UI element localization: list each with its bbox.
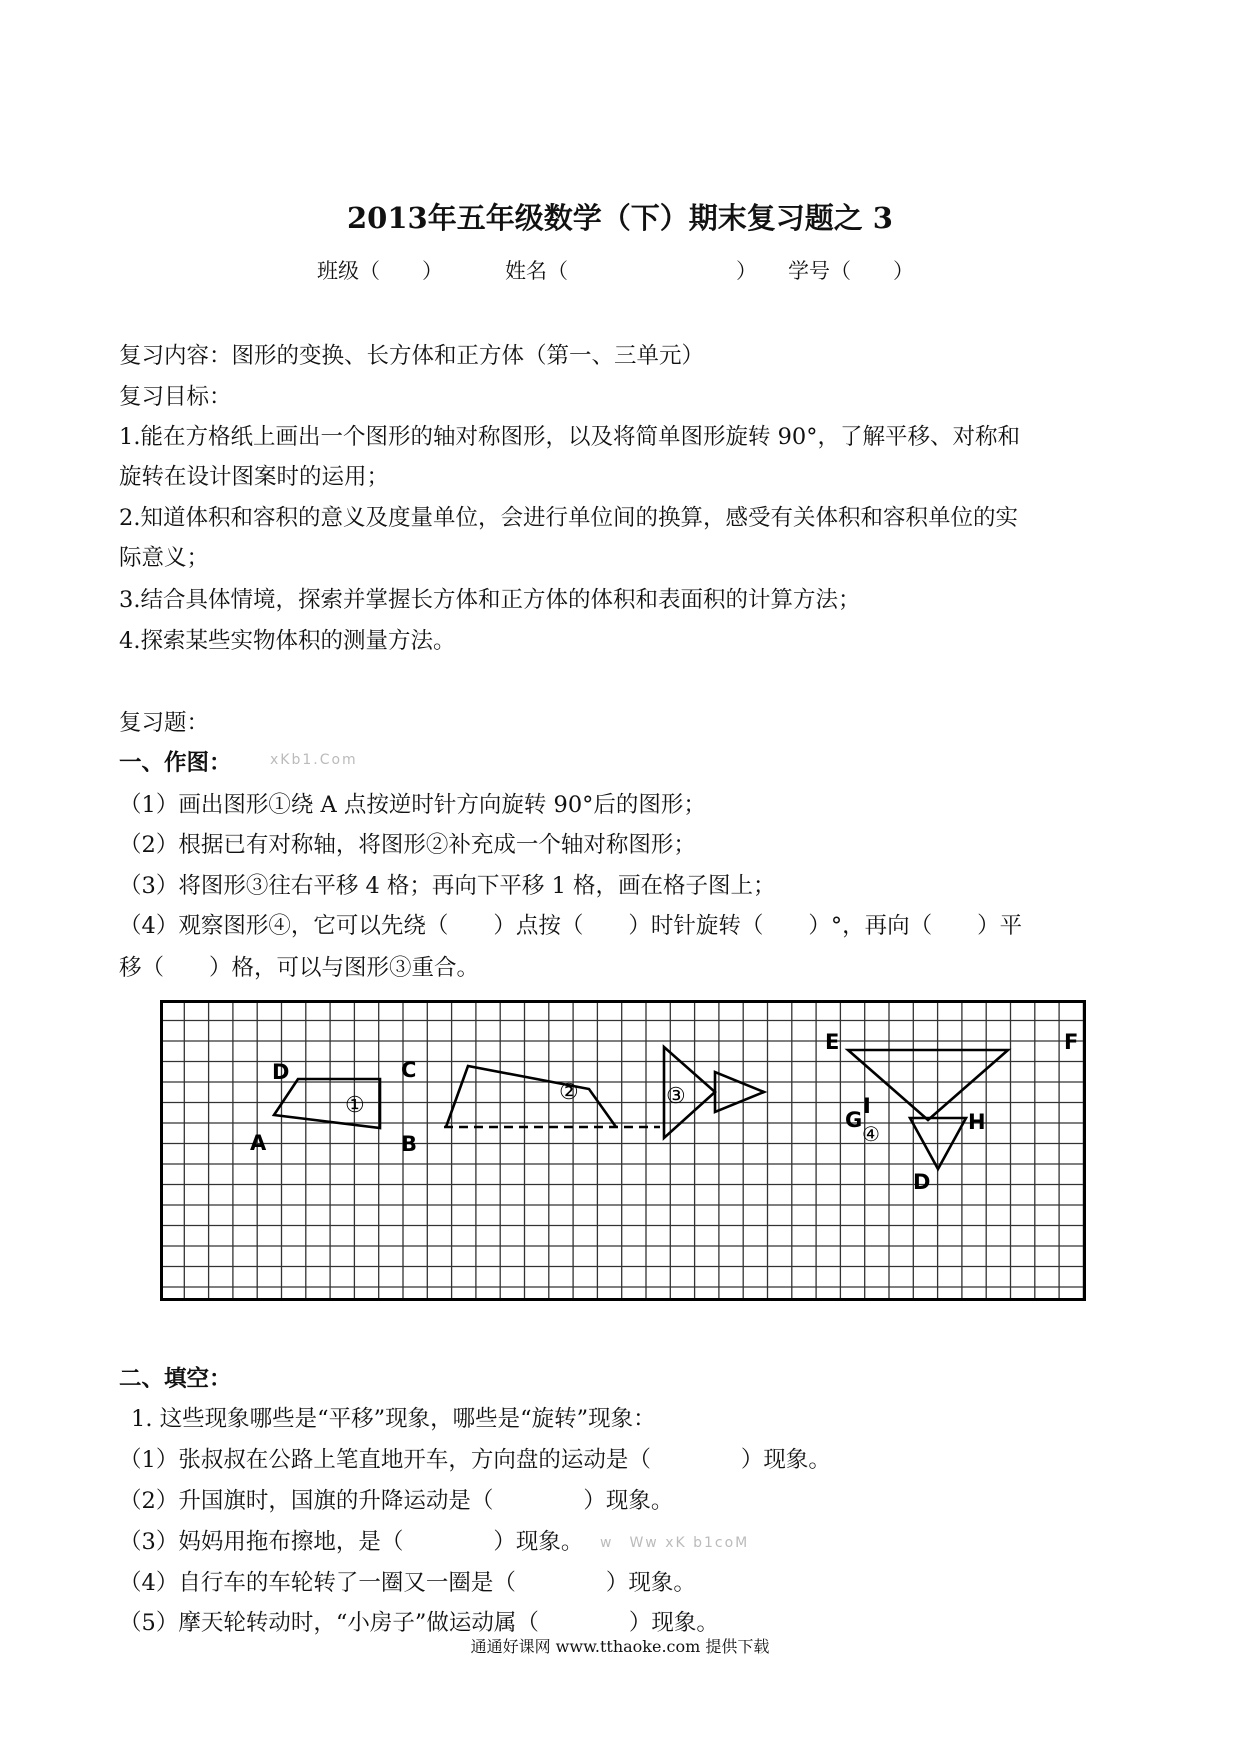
shape-1-mark: ① (345, 1093, 365, 1118)
question-1-4-line-2: 移（ ）格，可以与图形③重合。 (119, 955, 480, 981)
fill-item-5: （5）摩天轮转动时，“小房子”做运动属（ ）现象。 (119, 1610, 719, 1636)
reference-triangle (715, 1072, 764, 1112)
question-1-4-line-1: （4）观察图形④，它可以先绕（ ）点按（ ）时针旋转（ ）°，再向（ ）平 (119, 913, 1023, 939)
label-i: I (863, 1094, 871, 1118)
label-a: A (250, 1131, 267, 1155)
fill-item-1: （1）张叔叔在公路上笔直地开车，方向盘的运动是（ ）现象。 (119, 1447, 831, 1473)
label-e: E (825, 1030, 840, 1054)
question-1-3: （3）将图形③往右平移 4 格；再向下平移 1 格，画在格子图上； (119, 873, 776, 899)
goal-3: 3.结合具体情境，探索并掌握长方体和正方体的体积和表面积的计算方法； (119, 587, 861, 613)
label-h: H (968, 1110, 986, 1134)
label-d: D (272, 1060, 290, 1084)
graph-paper-figure (160, 1000, 1086, 1301)
label-b: B (401, 1132, 418, 1156)
fill-item-3: （3）妈妈用拖布擦地，是（ ）现象。 (119, 1529, 584, 1555)
shape-3-mark: ③ (666, 1084, 686, 1109)
grid-border (162, 1002, 1085, 1300)
goal-4: 4.探索某些实物体积的测量方法。 (119, 628, 456, 654)
fill-item-2: （2）升国旗时，国旗的升降运动是（ ）现象。 (119, 1488, 674, 1514)
page-title: 2013年五年级数学（下）期末复习题之 3 (347, 201, 893, 235)
section-1-heading: 一、作图： (119, 750, 232, 776)
question-1-1: （1）画出图形①绕 A 点按逆时针方向旋转 90°后的图形； (119, 792, 706, 818)
watermark-text: xKb1.Com (270, 752, 358, 768)
goal-2-line-2: 际意义； (119, 545, 210, 571)
shape-4-mark: ④ (862, 1122, 880, 1146)
review-content: 复习内容：图形的变换、长方体和正方体（第一、三单元） (119, 343, 705, 369)
student-number-field: 学号（ ） (788, 259, 914, 283)
goal-2-line-1: 2.知道体积和容积的意义及度量单位，会进行单位间的换算，感受有关体积和容积单位的实 (119, 505, 1018, 531)
fill-question-1: 1. 这些现象哪些是“平移”现象，哪些是“旋转”现象： (131, 1406, 656, 1432)
shape-2-mark: ② (559, 1080, 579, 1105)
watermark-text-2: w Ww xK b1coM (600, 1535, 750, 1551)
label-f: F (1064, 1030, 1079, 1054)
label-d-lower: D (913, 1170, 931, 1194)
review-questions-label: 复习题： (119, 710, 210, 736)
name-field: 姓名（ ） (505, 259, 757, 283)
question-1-2: （2）根据已有对称轴，将图形②补充成一个轴对称图形； (119, 832, 696, 858)
footer-source: 通通好课网 www.tthaoke.com 提供下载 (470, 1637, 770, 1656)
fill-item-4: （4）自行车的车轮转了一圈又一圈是（ ）现象。 (119, 1570, 696, 1596)
goal-1-line-1: 1.能在方格纸上画出一个图形的轴对称图形，以及将简单图形旋转 90°，了解平移、对称和 (119, 424, 1021, 450)
review-goals-label: 复习目标： (119, 384, 232, 410)
section-2-heading: 二、填空： (119, 1366, 232, 1392)
label-c: C (401, 1058, 417, 1082)
goal-1-line-2: 旋转在设计图案时的运用； (119, 464, 390, 490)
class-field: 班级（ ） (317, 259, 443, 283)
graph-paper-svg (160, 1000, 1086, 1301)
label-g: G (845, 1108, 863, 1132)
shape-2-half (446, 1066, 616, 1127)
